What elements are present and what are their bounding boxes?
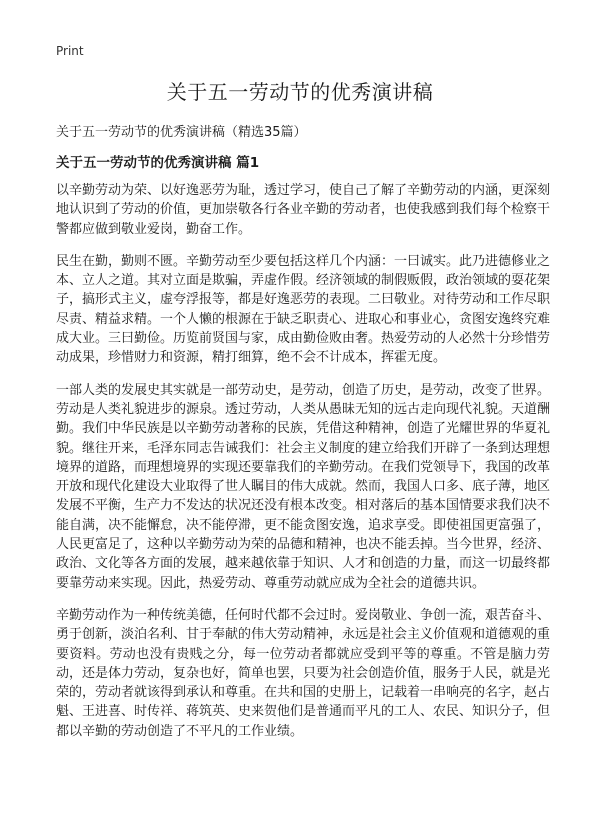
section-heading: 关于五一劳动节的优秀演讲稿 篇1 [56,155,260,171]
document-subtitle: 关于五一劳动节的优秀演讲稿（精选35篇） [56,125,307,140]
paragraph: 以辛勤劳动为荣、以好逸恶劳为耻，透过学习，使自己了解了辛勤劳动的内涵，更深刻地认识到了劳动的价值，更加崇敬各行各业辛勤的劳动者，也使我感到我们每个检察干警都应做到敬业爱岗，勤奋工作。 [56,183,551,237]
article-body [56,181,550,754]
paragraph: 民生在勤，勤则不匮。辛勤劳动至少要包括这样几个内涵：一曰诚实。此乃进德修业之本、立人之道。其对立面是欺骗，弄虚作假。经济领域的制假贩假，政治领域的耍花架子，搞形式主义，虚夸浮报等，都是好逸恶劳的表现。二曰敬业。对待劳动和工作尽职尽责、精益求精。一个人懒的根源在于缺乏职责心、进取心和事业心，贪图安逸终究难成大业。三曰勤俭。历览前贤国与家，成由勤俭败由奢。热爱劳动的人必然十分珍惜劳动成果，珍惜财力和资源，精打细算，绝不会不计成本，挥霍无度。 [56,253,551,366]
paragraph: 辛勤劳动作为一种传统美德，任何时代都不会过时。爱岗敬业、争创一流，艰苦奋斗、勇于创新，淡泊名利、甘于奉献的伟大劳动精神，永远是社会主义价值观和道德观的重要资料。劳动也没有贵贱之分，每一位劳动者都就应受到平等的尊重。不管是脑力劳动，还是体力劳动，复杂也好，简单也罢，只要为社会创造价值，服务于人民，就是光荣的，劳动者就该得到承认和尊重。在共和国的史册上，记载着一串响亮的名字，赵占魁、王进喜、时传祥、蒋筑英、史来贺他们是普通而平凡的工人、农民、知识分子，但都以辛勤的劳动创造了不平凡的工作业绩。 [56,607,551,739]
print-link[interactable]: Print [56,44,84,58]
paragraph: 一部人类的发展史其实就是一部劳动史，是劳动，创造了历史，是劳动，改变了世界。劳动是人类礼貌进步的源泉。透过劳动，人类从愚昧无知的远古走向现代礼貌。天道酬勤。我们中华民族是以辛勤劳动著称的民族，凭借这种精神，创造了光耀世界的华夏礼貌。继往开来，毛泽东同志告诫我们：社会主义制度的建立给我们开辟了一条到达理想境界的道路，而理想境界的实现还要靠我们的辛勤劳动。在我们党领导下，我国的改革开放和现代化建设大业取得了世人瞩目的伟大成就。然而，我国人口多、底子薄，地区发展不平衡，生产力不发达的状况还没有根本改变。相对落后的基本国情要求我们决不能自满，决不能懈怠，决不能停滞，更不能贪图安逸，追求享受。即使祖国更富强了，人民更富足了，这种以辛勤劳动为荣的品德和精神，也决不能丢掉。当今世界，经济、政治、文化等各方面的发展，越来越依靠于知识、人才和创造的力量，而这一切最终都要靠劳动来实现。因此，热爱劳动、尊重劳动就应成为全社会的道德共识。 [56,382,551,591]
page-title: 关于五一劳动节的优秀演讲稿 [166,80,434,104]
